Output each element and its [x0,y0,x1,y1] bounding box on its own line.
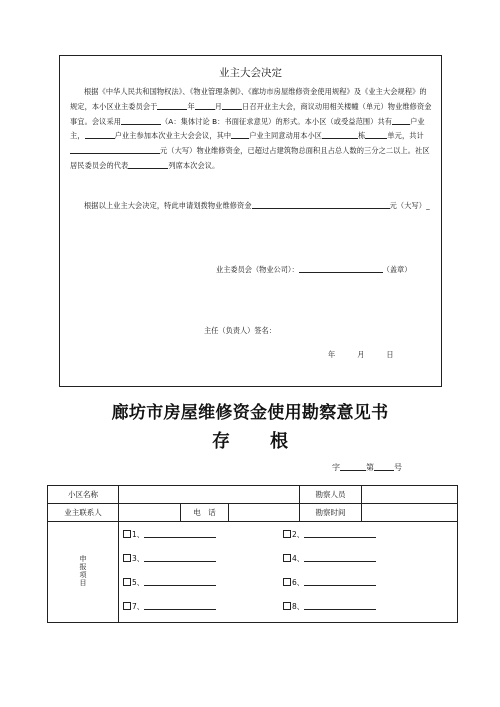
checkbox-icon[interactable] [123,530,131,538]
agreeing-households-blank[interactable] [231,130,249,139]
date-year: 年 [328,350,336,359]
item-label: 4、 [292,554,305,563]
apply-item-2[interactable] [283,529,376,540]
owner-contact-label: 业主联系人 [48,504,119,522]
apply-items-list [119,522,457,622]
month-blank[interactable] [195,101,215,110]
apply-item-7[interactable] [123,601,216,612]
table-row [48,486,458,504]
p1-text-d: 户业主， [70,116,425,141]
phone-cell[interactable] [229,504,300,522]
apply-items-cell [119,522,458,623]
apply-item-3[interactable] [123,553,216,564]
decision-date [328,350,394,360]
surveyor-cell[interactable] [362,486,458,504]
apply-item-4[interactable] [283,553,376,564]
item-blank[interactable] [304,529,376,538]
item-label: 6、 [292,578,305,587]
apply-item-6[interactable] [283,577,376,588]
p1-text-c: （A：集体讨论 B：书面征求意见）的形式。本小区（或受益范围）共有 [161,116,393,126]
apply-item-8[interactable] [283,601,376,612]
day-blank[interactable] [222,101,242,110]
p1-text-b: 日召开业主大会，商议动用相关楼幢（单元）物业维修资金事宜。会议采用 [70,101,432,126]
item-label: 3、 [132,554,145,563]
checkbox-icon[interactable] [123,554,131,562]
date-month: 月 [357,350,365,359]
serial-no-blank[interactable] [374,462,394,471]
date-day: 日 [386,350,394,359]
p1-text-h: 单元，共计 [387,131,424,141]
year-blank[interactable] [157,101,187,110]
item-blank[interactable] [304,553,376,562]
checkbox-icon[interactable] [283,602,291,610]
item-label: 2、 [292,530,305,539]
surveyor-label: 勘察人员 [300,486,362,504]
item-label: 5、 [132,578,145,587]
director-signature [204,326,276,336]
apply-item-1[interactable] [123,529,216,540]
checkbox-icon[interactable] [283,530,291,538]
building-blank[interactable] [322,130,358,139]
item-blank[interactable] [304,577,376,586]
committee-blank[interactable] [299,264,383,273]
survey-table [47,485,458,623]
item-blank[interactable] [144,601,216,610]
apply-items-label: 申报项目 [79,555,87,587]
p2-text-a: 根据以上业主大会决定，特此申请划拨物业维修资金 [84,201,252,210]
serial-char-blank[interactable] [340,462,366,471]
item-blank[interactable] [304,601,376,610]
decision-title: 业主大会决定 [219,67,282,79]
stamp-label: （盖章） [382,265,412,274]
method-blank[interactable] [121,116,161,125]
table-row [48,522,458,623]
unit-blank[interactable] [365,130,387,139]
item-label: 1、 [132,530,145,539]
committee-label: 业主委员会（物业公司）： [216,265,299,274]
checkbox-icon[interactable] [283,578,291,586]
p2-text-b: 元（大写）_ [389,201,430,210]
amount-blank[interactable] [70,145,160,154]
item-blank[interactable] [144,577,216,586]
month-label: 月 [214,101,223,111]
checkbox-icon[interactable] [123,602,131,610]
p1-text-a: 根据《中华人民共和国物权法》、《物业管理条例》、《廊坊市房屋维修资金使用规程》及《业主大会规程》的规定，本小区业主委员会于 [70,87,427,111]
apply-item-5[interactable] [123,577,216,588]
decision-paragraph-2 [70,199,432,214]
p1-text-e: 户业主参加本次业主大会会议，其中 [114,131,232,141]
apply-items-label-cell [48,522,119,623]
building-label: 栋 [358,131,366,141]
total-households-blank[interactable] [392,116,410,125]
committee-signature [216,264,411,275]
serial-no-label: 第 [366,463,374,472]
owners-assembly-decision-box [59,55,442,387]
community-name-label: 小区名称 [48,486,119,504]
community-rep-blank[interactable] [128,160,168,169]
stub-title [0,427,500,453]
p1-text-f: 户业主同意动用本小区 [249,131,323,141]
stub-char-2: 根 [270,431,288,452]
fund-amount-blank[interactable] [252,200,390,209]
survey-time-label: 勘察时间 [300,504,362,522]
item-blank[interactable] [144,529,216,538]
community-name-cell[interactable] [119,486,300,504]
year-label: 年 [187,101,195,111]
table-row [48,504,458,522]
p1-text-i: 元（大写）物业维修资金，已超过占建筑物总面积且占总人数的三分之二以上。社区居民委员会的代表 [70,146,430,170]
decision-paragraph-1 [70,85,432,174]
serial-number [328,462,402,473]
serial-num-label: 号 [394,463,402,472]
stub-char-1: 存 [212,431,230,452]
phone-label: 电 话 [181,504,229,522]
survey-time-cell[interactable] [362,504,458,522]
item-label: 8、 [292,602,305,611]
document-title: 廊坊市房屋维修资金使用勘察意见书 [111,403,389,423]
checkbox-icon[interactable] [283,554,291,562]
owner-contact-cell[interactable] [119,504,181,522]
item-label: 7、 [132,602,145,611]
serial-char-label: 字 [332,463,340,472]
item-blank[interactable] [144,553,216,562]
attending-households-blank[interactable] [85,130,115,139]
p1-text-j: 列席本次会议。 [168,160,220,170]
director-label: 主任（负责人）签名： [204,326,276,335]
checkbox-icon[interactable] [123,578,131,586]
